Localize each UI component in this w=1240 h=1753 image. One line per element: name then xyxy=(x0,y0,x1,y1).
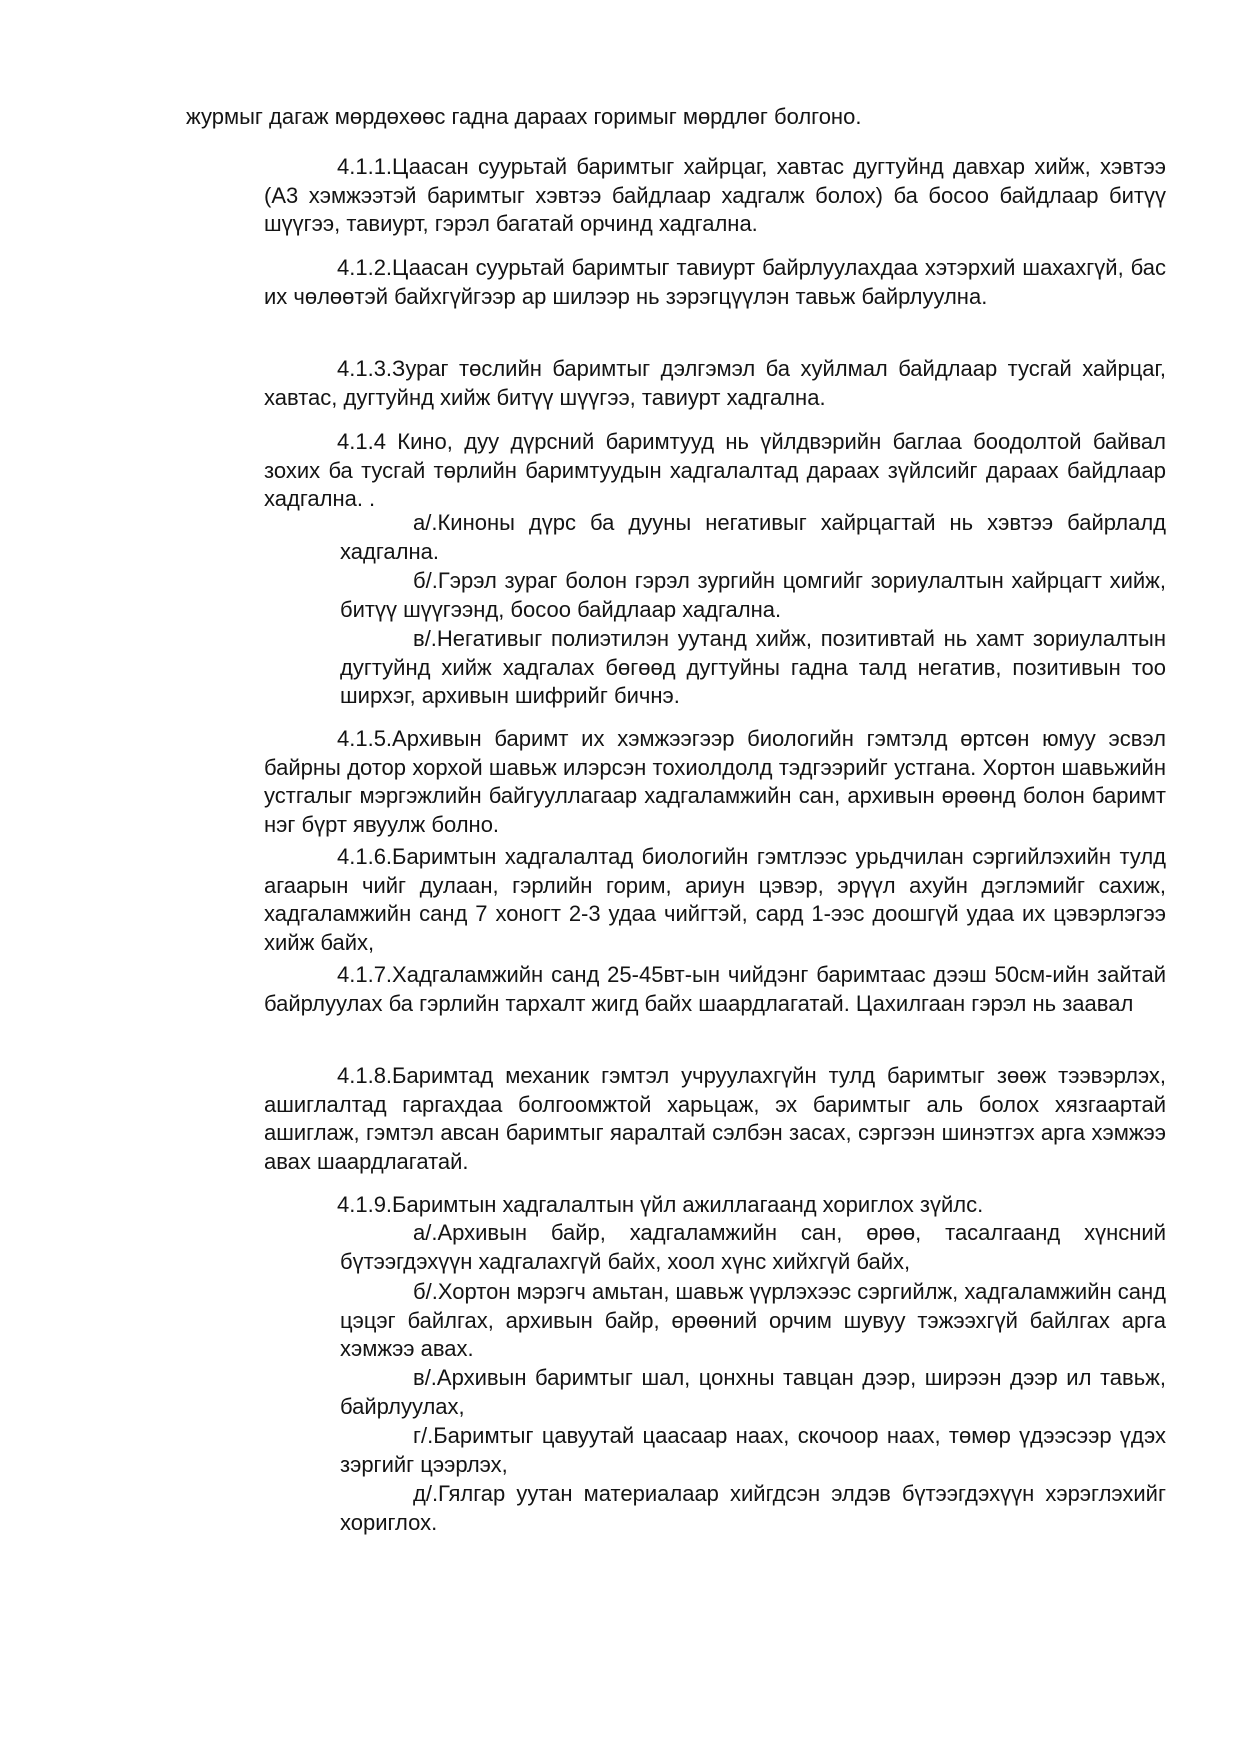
paragraph-4-1-3: 4.1.3.Зураг төслийн баримтыг дэлгэмэл ба хуйлмал байдлаар тусгай хайрцаг, хавтас, дугтуйнд хийж битүү шүүгээ, тавиурт хадгална. xyxy=(264,356,1166,410)
paragraph-4-1-9-v: в/.Архивын баримтыг шал, цонхны тавцан дээр, ширээн дээр ил тавьж, байрлуулах, xyxy=(340,1365,1166,1419)
paragraph-4-1-1: 4.1.1.Цаасан суурьтай баримтыг хайрцаг, хавтас дугтуйнд давхар хийж, хэвтээ (А3 хэмжээтэй баримтыг хэвтээ байдлаар хадгалж болох) ба босоо байдлаар битүү шүүгээ, тавиурт, гэрэл багатай орчинд хадгална. xyxy=(264,154,1166,236)
paragraph-4-1-4-v: в/.Негативыг полиэтилэн уутанд хийж, позитивтай нь хамт зориулалтын дугтуйнд хийж хадгалах бөгөөд дугтуйны гадна талд негатив, позитивын тоо ширхэг, архивын шифрийг бичнэ. xyxy=(340,626,1166,708)
paragraph-4-1-4-a: а/.Киноны дүрс ба дууны негативыг хайрцагтай нь хэвтээ байрлалд хадгална. xyxy=(340,510,1166,564)
paragraph-4-1-9-a: а/.Архивын байр, хадгаламжийн сан, өрөө, тасалгаанд хүнсний бүтээгдэхүүн хадгалахгүй байх, хоол хүнс хийхгүй байх, xyxy=(340,1220,1166,1274)
lead-line: журмыг дагаж мөрдөхөөс гадна дараах горимыг мөрдлөг болгоно. xyxy=(186,104,862,129)
paragraph-4-1-9-b: б/.Хортон мэрэгч амьтан, шавьж үүрлэхээс сэргийлж, хадгаламжийн санд цэцэг байлгах, архивын байр, өрөөний орчим шувуу тэжээхгүй байлгах арга хэмжээ авах. xyxy=(340,1279,1166,1361)
paragraph-4-1-9-d: д/.Гялгар уутан материалаар хийгдсэн элдэв бүтээгдэхүүн хэрэглэхийг хориглох. xyxy=(340,1481,1166,1535)
paragraph-4-1-6: 4.1.6.Баримтын хадгалалтад биологийн гэмтлээс урьдчилан сэргийлэхийн тулд агаарын чийг дулаан, гэрлийн горим, ариун цэвэр, эрүүл ахуйн дэглэмийг сахиж, хадгаламжийн санд 7 хоногт 2-3 удаа чийгтэй, сард 1-ээс доошгүй удаа их цэвэрлэгээ хийж байх, xyxy=(264,844,1166,955)
paragraph-4-1-4-b: б/.Гэрэл зураг болон гэрэл зургийн цомгийг зориулалтын хайрцагт хийж, битүү шүүгээнд, босоо байдлаар хадгална. xyxy=(340,568,1166,622)
paragraph-4-1-9: 4.1.9.Баримтын хадгалалтын үйл ажиллагаанд хориглох зүйлс. xyxy=(337,1192,984,1217)
paragraph-4-1-7: 4.1.7.Хадгаламжийн санд 25-45вт-ын чийдэнг баримтаас дээш 50см-ийн зайтай байрлуулах ба гэрлийн тархалт жигд байх шаардлагатай. Цахилгаан гэрэл нь заавал xyxy=(264,962,1166,1016)
paragraph-4-1-4: 4.1.4 Кино, дуу дүрсний баримтууд нь үйлдвэрийн баглаа боодолтой байвал зохих ба тусгай төрлийн баримтуудын хадгалалтад дараах зүйлсийг дараах байдлаар хадгална. . xyxy=(264,429,1166,511)
paragraph-4-1-5: 4.1.5.Архивын баримт их хэмжээгээр биологийн гэмтэлд өртсөн юмуу эсвэл байрны дотор хорхой шавьж илэрсэн тохиолдолд тэдгээрийг устгана. Хортон шавьжийн устгалыг мэргэжлийн байгууллагаар хадгаламжийн сан, архивын өрөөнд болон баримт нэг бүрт явуулж болно. xyxy=(264,726,1166,837)
paragraph-4-1-9-g: г/.Баримтыг цавуутай цаасаар наах, скочоор наах, төмөр үдээсээр үдэх зэргийг цээрлэх, xyxy=(340,1423,1166,1477)
paragraph-4-1-8: 4.1.8.Баримтад механик гэмтэл учруулахгүйн тулд баримтыг зөөж тээвэрлэх, ашиглалтад гаргахдаа болгоомжтой харьцаж, эх баримтыг аль болох хязгаартай ашиглаж, гэмтэл авсан баримтыг яаралтай сэлбэн засах, сэргээн шинэтгэх арга хэмжээ авах шаардлагатай. xyxy=(264,1063,1166,1174)
paragraph-4-1-2: 4.1.2.Цаасан суурьтай баримтыг тавиурт байрлуулахдаа хэтэрхий шахахгүй, бас их чөлөөтэй байхгүйгээр ар шилээр нь зэрэгцүүлэн тавьж байрлуулна. xyxy=(264,255,1166,309)
